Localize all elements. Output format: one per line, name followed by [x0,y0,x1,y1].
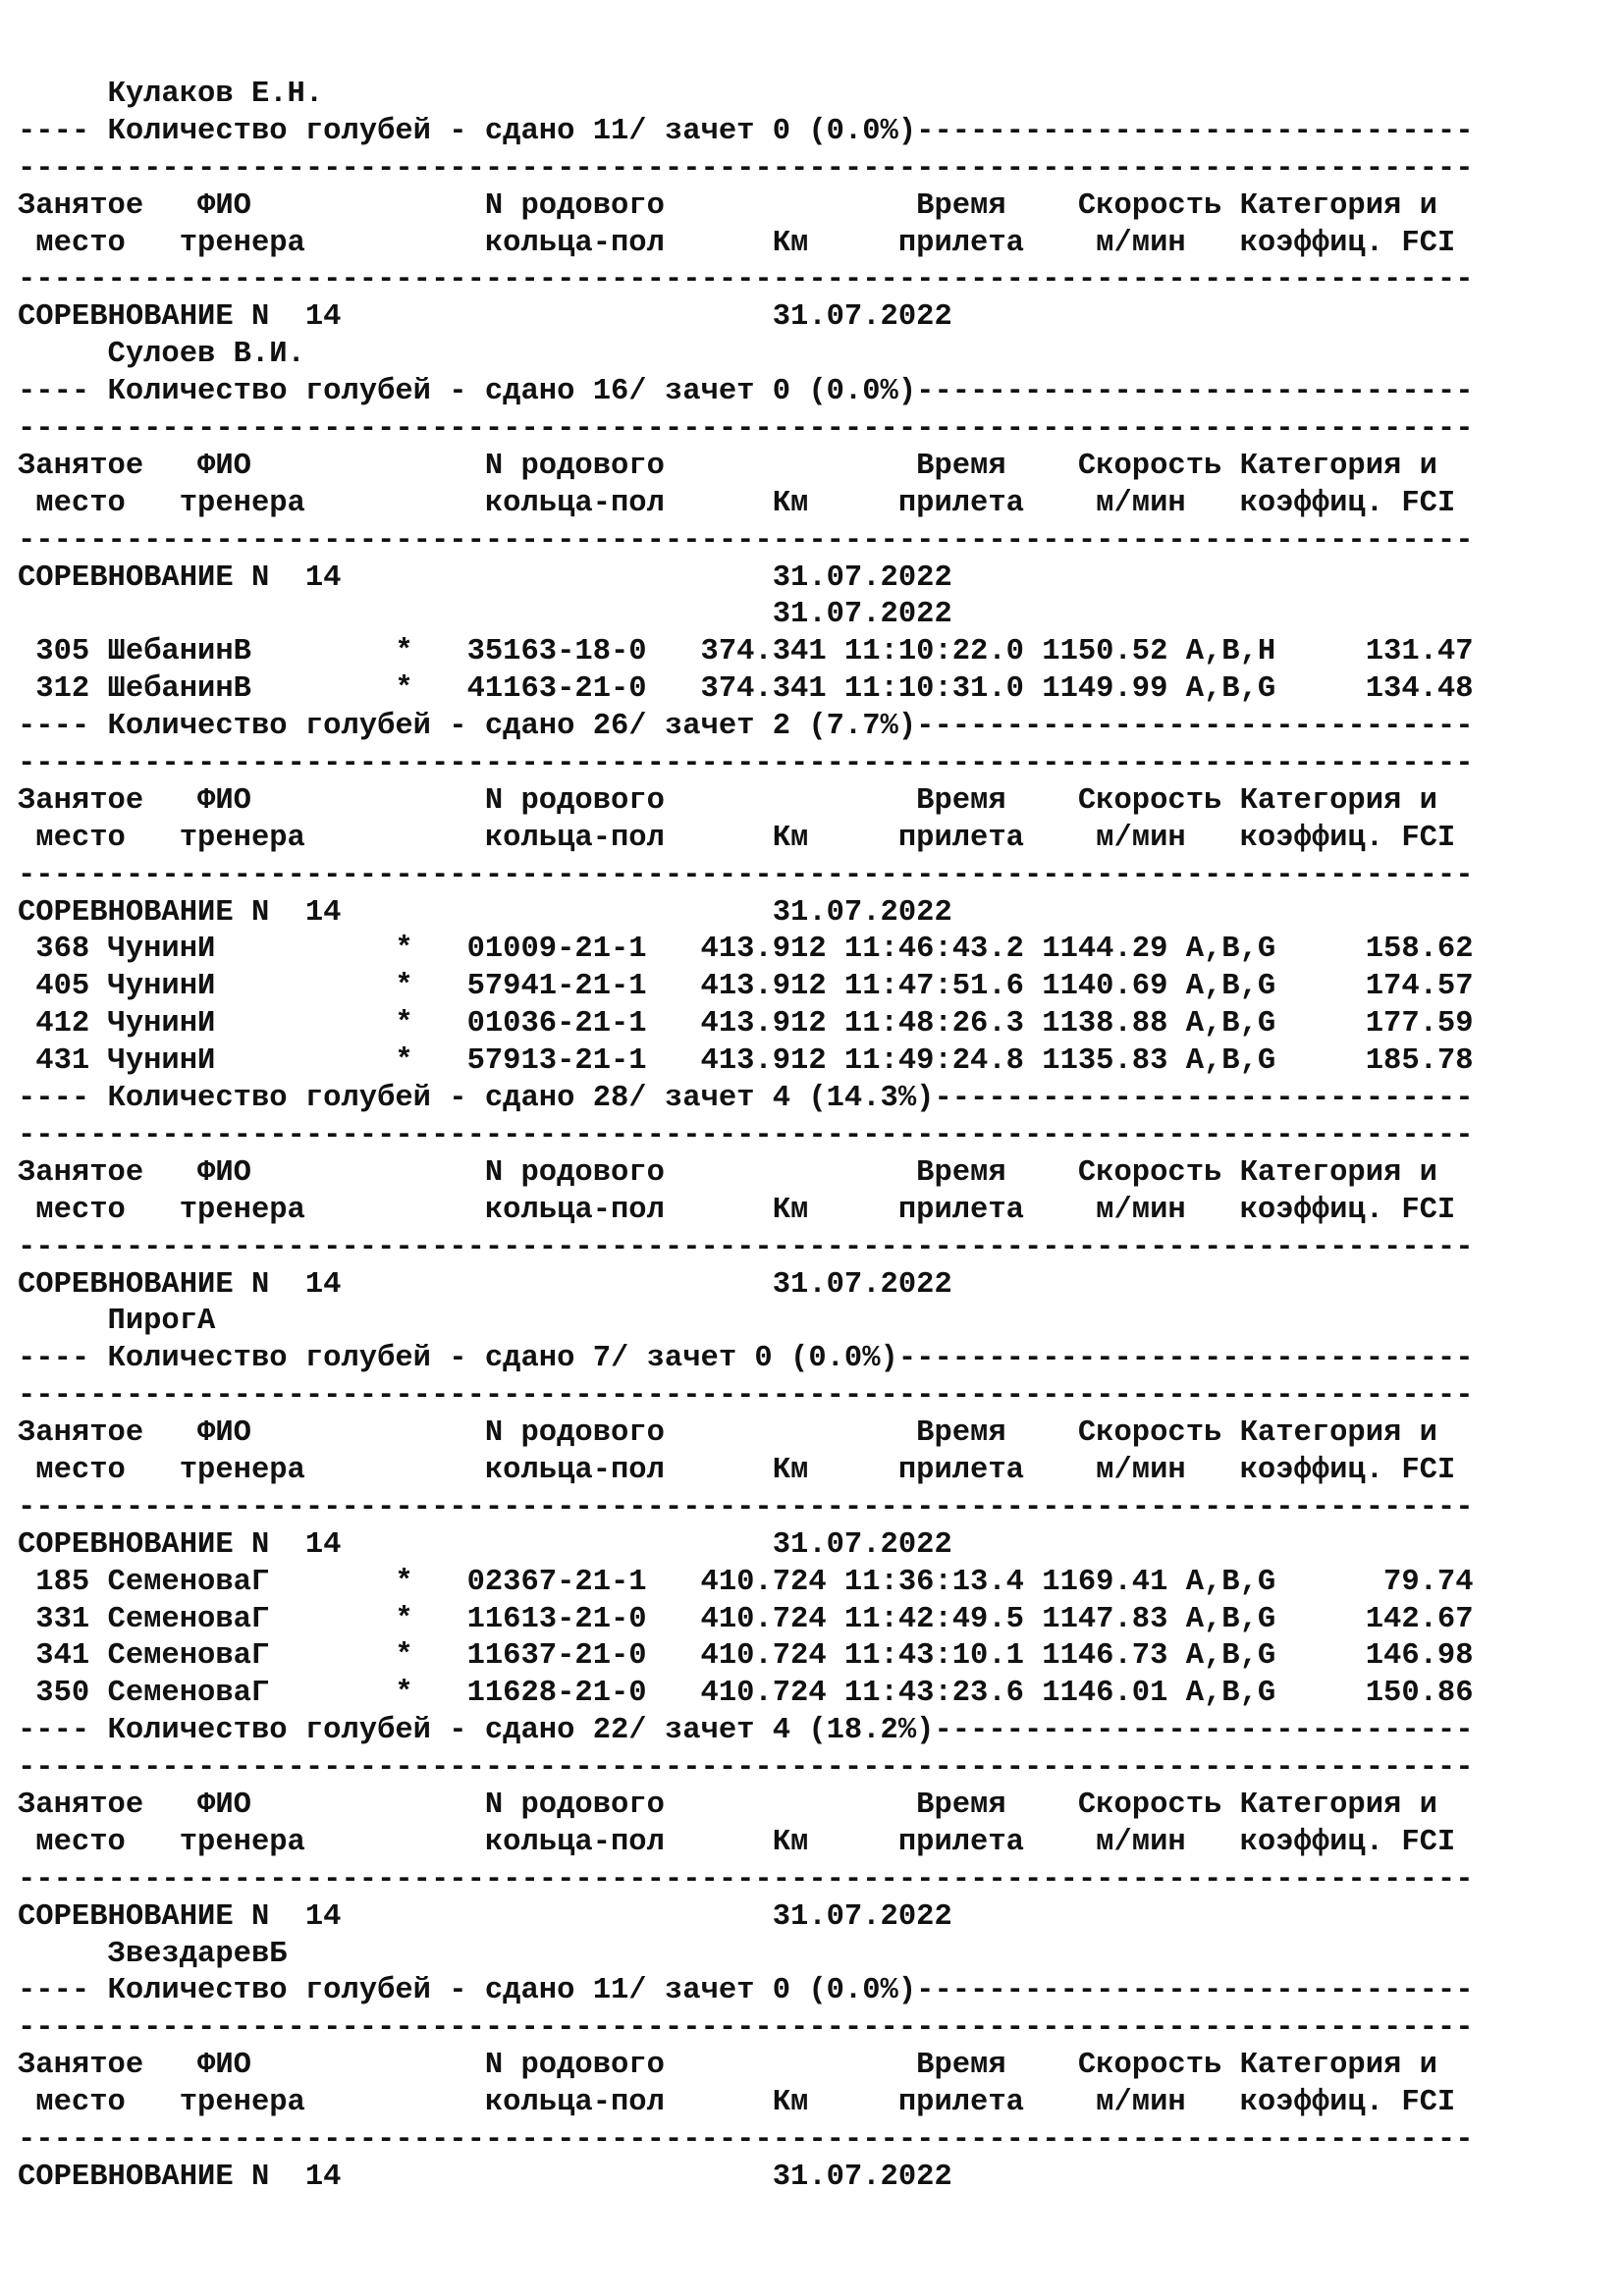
column-header-row-2: место тренера кольца-пол Км прилета м/мин коэффиц. FCI [18,1193,1456,1227]
pigeon-count-summary: ---- Количество голубей - сдано 28/ зачет 4 (14.3%)------------------------------ [18,1082,1474,1116]
competition-header: СОРЕВНОВАНИЕ N 14 31.07.2022 [18,1527,952,1562]
column-header-row-1: Занятое ФИО N родового Время Скорость Категория и [18,449,1437,483]
pigeon-count-summary: ---- Количество голубей - сдано 11/ зачет 0 (0.0%)------------------------------- [18,114,1474,148]
trainer-name: Кулаков Е.Н. [18,78,324,111]
column-header-row-2: место тренера кольца-пол Км прилета м/мин коэффиц. FCI [18,486,1456,520]
column-header-row-1: Занятое ФИО N родового Время Скорость Категория и [18,783,1437,818]
pigeon-count-summary: ---- Количество голубей - сдано 11/ зачет 0 (0.0%)------------------------------- [18,1974,1474,2008]
trainer-name: ПирогА [18,1305,216,1339]
column-header-row-2: место тренера кольца-пол Км прилета м/мин коэффиц. FCI [18,1453,1456,1487]
column-header-row-2: место тренера кольца-пол Км прилета м/мин коэффиц. FCI [18,821,1456,855]
separator-line: --------------------------------------------------------------------------------- [18,747,1474,781]
result-row: 405 ЧунинИ * 57941-21-1 413.912 11:47:51.6 1140.69 A,B,G 174.57 [18,970,1474,1004]
column-header-row-2: место тренера кольца-пол Км прилета м/мин коэффиц. FCI [18,2086,1456,2120]
competition-header: СОРЕВНОВАНИЕ N 14 31.07.2022 [18,1899,952,1934]
separator-line: --------------------------------------------------------------------------------- [18,1862,1474,1896]
separator-line: --------------------------------------------------------------------------------- [18,1230,1474,1264]
results-printout [18,77,1474,2197]
separator-line: --------------------------------------------------------------------------------- [18,2122,1474,2157]
separator-line: --------------------------------------------------------------------------------- [18,412,1474,447]
competition-header: СОРЕВНОВАНИЕ N 14 31.07.2022 [18,300,952,335]
result-row: 368 ЧунинИ * 01009-21-1 413.912 11:46:43.2 1144.29 A,B,G 158.62 [18,933,1474,967]
competition-header: СОРЕВНОВАНИЕ N 14 31.07.2022 [18,561,952,595]
separator-line: --------------------------------------------------------------------------------- [18,858,1474,892]
column-header-row-1: Занятое ФИО N родового Время Скорость Категория и [18,2049,1437,2083]
column-header-row-2: место тренера кольца-пол Км прилета м/мин коэффиц. FCI [18,1825,1456,1859]
column-header-row-1: Занятое ФИО N родового Время Скорость Категория и [18,188,1437,223]
trainer-name: Сулоев В.И. [18,338,305,372]
separator-line: --------------------------------------------------------------------------------- [18,1751,1474,1786]
result-row: 412 ЧунинИ * 01036-21-1 413.912 11:48:26.3 1138.88 A,B,G 177.59 [18,1007,1474,1041]
separator-line: --------------------------------------------------------------------------------- [18,151,1474,186]
separator-line: --------------------------------------------------------------------------------- [18,523,1474,558]
separator-line: --------------------------------------------------------------------------------- [18,263,1474,297]
separator-line: --------------------------------------------------------------------------------- [18,2011,1474,2046]
result-row: 312 ШебанинВ * 41163-21-0 374.341 11:10:31.0 1149.99 A,B,G 134.48 [18,672,1474,707]
separator-line: --------------------------------------------------------------------------------- [18,1118,1474,1152]
pigeon-count-summary: ---- Количество голубей - сдано 7/ зачет 0 (0.0%)-------------------------------- [18,1342,1474,1376]
competition-header: СОРЕВНОВАНИЕ N 14 31.07.2022 [18,1267,952,1302]
pigeon-count-summary: ---- Количество голубей - сдано 16/ зачет 0 (0.0%)------------------------------- [18,375,1474,409]
separator-line: --------------------------------------------------------------------------------- [18,1379,1474,1414]
pigeon-count-summary: ---- Количество голубей - сдано 26/ зачет 2 (7.7%)------------------------------- [18,710,1474,744]
column-header-row-1: Занятое ФИО N родового Время Скорость Категория и [18,1155,1437,1190]
trainer-name: ЗвездаревБ [18,1937,288,1971]
result-row: 331 СеменоваГ * 11613-21-0 410.724 11:42:49.5 1147.83 A,B,G 142.67 [18,1602,1474,1636]
separator-line: --------------------------------------------------------------------------------- [18,1490,1474,1524]
column-header-row-1: Занятое ФИО N родового Время Скорость Категория и [18,1416,1437,1451]
column-header-row-1: Занятое ФИО N родового Время Скорость Категория и [18,1788,1437,1822]
competition-header: СОРЕВНОВАНИЕ N 14 31.07.2022 [18,895,952,930]
column-header-row-2: место тренера кольца-пол Км прилета м/мин коэффиц. FCI [18,226,1456,260]
pigeon-count-summary: ---- Количество голубей - сдано 22/ зачет 4 (18.2%)------------------------------ [18,1714,1474,1748]
competition-header: СОРЕВНОВАНИЕ N 14 31.07.2022 [18,2160,952,2194]
result-row: 185 СеменоваГ * 02367-21-1 410.724 11:36:13.4 1169.41 A,B,G 79.74 [18,1565,1474,1599]
date-line: 31.07.2022 [18,598,952,632]
result-row: 341 СеменоваГ * 11637-21-0 410.724 11:43:10.1 1146.73 A,B,G 146.98 [18,1639,1474,1674]
result-row: 305 ШебанинВ * 35163-18-0 374.341 11:10:22.0 1150.52 A,B,H 131.47 [18,635,1474,669]
result-row: 431 ЧунинИ * 57913-21-1 413.912 11:49:24.8 1135.83 A,B,G 185.78 [18,1044,1474,1079]
result-row: 350 СеменоваГ * 11628-21-0 410.724 11:43:23.6 1146.01 A,B,G 150.86 [18,1677,1474,1711]
